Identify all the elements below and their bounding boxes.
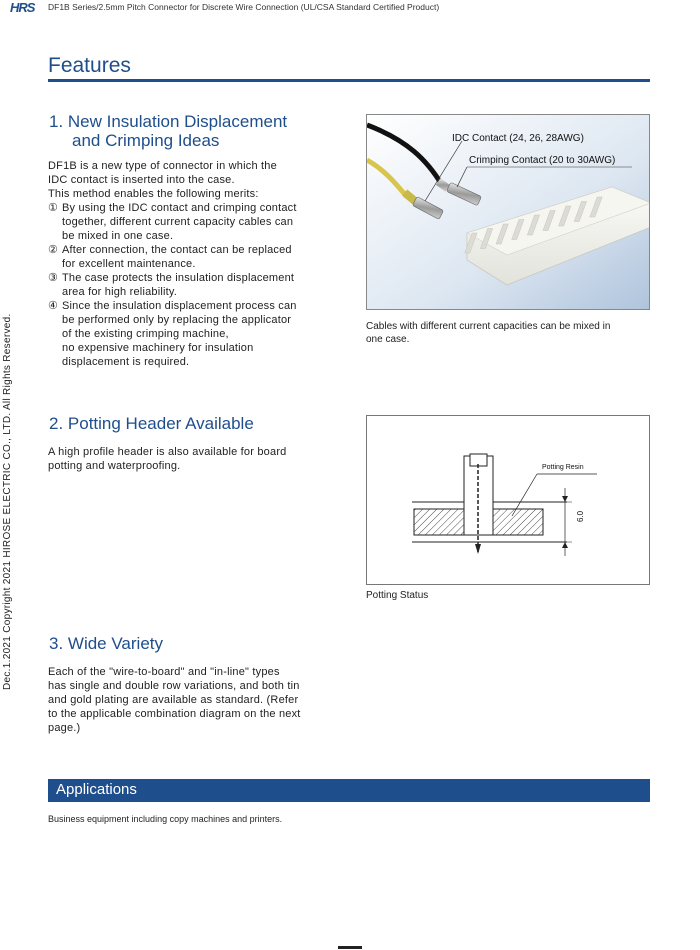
dim-arrow-top — [562, 496, 568, 502]
potting-resin-label: Potting Resin — [542, 464, 584, 471]
section1-title-line1: 1. New Insulation Displacement — [49, 112, 288, 131]
merit-item — [48, 201, 338, 243]
section2-title: 2. Potting Header Available — [49, 414, 254, 433]
page-title: Features — [48, 54, 131, 77]
applications-bar — [48, 779, 650, 802]
page-number-mark — [338, 946, 362, 949]
header-title: DF1B Series/2.5mm Pitch Connector for Discrete Wire Connection (UL/CSA Standard Certified Product) — [48, 2, 440, 12]
section3-body — [48, 665, 348, 735]
merit-text — [62, 299, 338, 369]
hirose-logo — [10, 0, 46, 14]
merit-item — [48, 271, 338, 299]
merit-line: for excellent maintenance. — [62, 258, 196, 270]
section1-para2: This method enables the following merits: — [48, 188, 259, 200]
idc-contact-label: IDC Contact (24, 26, 28AWG) — [452, 133, 584, 144]
merit-line: area for high reliability. — [62, 286, 178, 298]
section3-line: Each of the "wire-to-board" and "in-line" types — [48, 666, 280, 678]
potting-figure-caption: Potting Status — [366, 590, 429, 601]
merit-item — [48, 299, 338, 369]
merit-line: Since the insulation displacement process can — [62, 300, 297, 312]
merit-text — [62, 271, 338, 299]
potting-figure — [366, 415, 650, 585]
merit-line: of the existing crimping machine, — [62, 328, 229, 340]
section3-line: to the applicable combination diagram on the next — [48, 708, 301, 720]
section3-line: and gold plating are available as standard. (Refer — [48, 694, 299, 706]
merit-text — [62, 201, 338, 243]
pin-tip — [475, 544, 481, 554]
potting-drawing — [367, 416, 650, 585]
caption-line2: one case. — [366, 334, 410, 345]
section3-title: 3. Wide Variety — [49, 634, 164, 653]
potting-resin-left — [414, 509, 464, 535]
title-rule — [48, 79, 650, 82]
section1-para1-line1: DF1B is a new type of connector in which the — [48, 160, 277, 172]
connector-figure-caption — [366, 320, 656, 346]
merit-line: be performed only by replacing the applicator — [62, 314, 292, 326]
applications-text: Business equipment including copy machines and printers. — [48, 814, 283, 824]
applications-title: Applications — [56, 781, 137, 798]
section1-para1-line2: IDC contact is inserted into the case. — [48, 174, 235, 186]
dim-arrow-bottom — [562, 542, 568, 548]
merit-text — [62, 243, 338, 271]
section2-line2: potting and waterproofing. — [48, 460, 181, 472]
merits-list — [48, 201, 338, 369]
merit-line: The case protects the insulation displacement — [62, 272, 295, 284]
section2-body — [48, 445, 338, 473]
merit-number: ② — [48, 244, 59, 256]
copyright-side-text: Dec.1.2021 Copyright 2021 HIROSE ELECTRIC CO., LTD. All Rights Reserved. — [2, 313, 13, 690]
merit-number: ④ — [48, 300, 59, 312]
section1-title-line2: and Crimping Ideas — [72, 131, 220, 150]
merit-item — [48, 243, 338, 271]
section3-line: has single and double row variations, and both tin — [48, 680, 300, 692]
merit-line: By using the IDC contact and crimping contact — [62, 202, 297, 214]
section2-line1: A high profile header is also available for board — [48, 446, 287, 458]
logo-text: HRS — [10, 0, 35, 14]
merit-line: be mixed in one case. — [62, 230, 174, 242]
section1-body — [48, 159, 338, 369]
merit-line: no expensive machinery for insulation — [62, 342, 254, 354]
caption-line1: Cables with different current capacities can be mixed in — [366, 321, 611, 332]
dimension-value: 6.0 — [576, 510, 585, 522]
merit-line: After connection, the contact can be replaced — [62, 244, 292, 256]
merit-number: ① — [48, 202, 59, 214]
section1-title — [49, 112, 287, 150]
section3-line: page.) — [48, 722, 81, 734]
potting-resin-right — [493, 509, 543, 535]
connector-figure — [366, 114, 650, 310]
merit-line: displacement is required. — [62, 356, 190, 368]
merit-line: together, different current capacity cables can — [62, 216, 294, 228]
crimping-contact-label: Crimping Contact (20 to 30AWG) — [469, 155, 616, 166]
merit-number: ③ — [48, 272, 59, 284]
connector-illustration — [367, 115, 650, 310]
